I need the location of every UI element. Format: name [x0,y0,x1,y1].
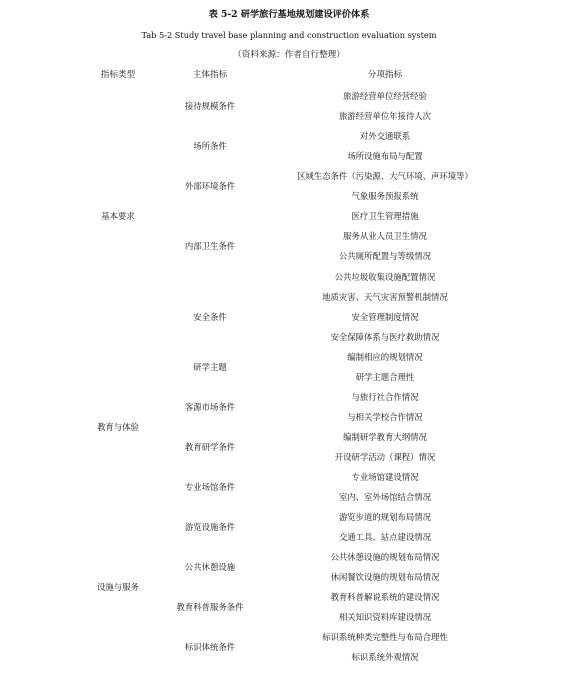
header-main-indicator: 主体指标 [192,70,228,80]
header-sub-indicator: 分项指标 [367,70,403,80]
sub-indicator: 开设研学活动（课程）情况 [334,451,436,462]
sub-indicator: 区域生态条件（污染源、大气环境、声环境等） [297,171,473,182]
sub-indicator: 地质灾害、天气灾害预警机制情况 [322,291,448,302]
sub-indicator: 服务从业人员卫生情况 [343,231,427,242]
main-indicator: 游览设施条件 [184,522,236,533]
indicator-type: 教育与体验 [97,421,139,432]
sub-indicator: 标识系统种类完整性与布局合理性 [322,632,448,643]
sub-indicator: 公共垃圾收集设施配置情况 [334,271,436,282]
table-title-english: Tab 5-2 Study travel base planning and construction evaluation system [141,30,437,40]
sub-indicator: 与旅行社合作情况 [351,391,419,402]
indicator-type: 基本要求 [101,211,135,222]
sub-indicator: 气象服务预报系统 [351,191,419,202]
sub-indicator: 编制研学教育大纲情况 [343,431,427,442]
main-indicator: 场所条件 [193,141,227,152]
sub-indicator: 编制相应的规划情况 [347,351,423,362]
sub-indicator: 研学主题合理性 [355,371,415,382]
main-indicator: 教育研学条件 [184,441,236,452]
indicator-type: 设施与服务 [97,582,139,593]
sub-indicator: 标识系统外观情况 [351,652,419,663]
sub-indicator: 休闲餐饮设施的规划布局情况 [330,572,440,583]
sub-indicator: 与相关学校合作情况 [347,411,423,422]
main-indicator: 教育科普服务条件 [176,602,244,613]
main-indicator: 研学主题 [193,361,227,372]
sub-indicator: 医疗卫生管理措施 [351,211,419,222]
sub-indicator: 对外交通联系 [359,131,411,142]
sub-indicator: 公共厕所配置与等级情况 [338,251,432,262]
main-indicator: 公共休憩设施 [184,562,236,573]
sub-indicator: 旅游经营单位年接待人次 [338,111,432,121]
sub-indicator: 场所设施布局与配置 [347,151,423,162]
sub-indicator: 游览步道的规划布局情况 [338,512,432,522]
main-indicator: 安全条件 [193,311,227,322]
table-source: （资料来源：作者自行整理） [233,50,345,60]
sub-indicator: 教育科普解说系统的建设情况 [330,592,440,603]
main-indicator: 内部卫生条件 [184,241,236,252]
sub-indicator: 相关知识资料库建设情况 [338,612,432,623]
main-indicator: 标识体统条件 [184,642,236,653]
sub-indicator: 公共休憩设施的规划布局情况 [330,552,440,563]
sub-indicator: 交通工具、站点建设情况 [338,532,432,543]
table-title: 表 5-2 研学旅行基地规划建设评价体系 [208,9,370,20]
sub-indicator: 安全保障体系与医疗救助情况 [330,331,440,342]
main-indicator: 外部环境条件 [184,181,236,192]
main-indicator: 客源市场条件 [184,401,236,412]
header-indicator-type: 指标类型 [100,70,136,80]
sub-indicator: 专业场馆建设情况 [351,471,419,482]
main-indicator: 专业场馆条件 [184,482,236,492]
sub-indicator: 安全管理制度情况 [351,311,419,322]
main-indicator: 接待规模条件 [184,101,236,111]
sub-indicator: 室内、室外场馆结合情况 [338,492,432,502]
sub-indicator: 旅游经营单位经营经验 [343,91,427,101]
